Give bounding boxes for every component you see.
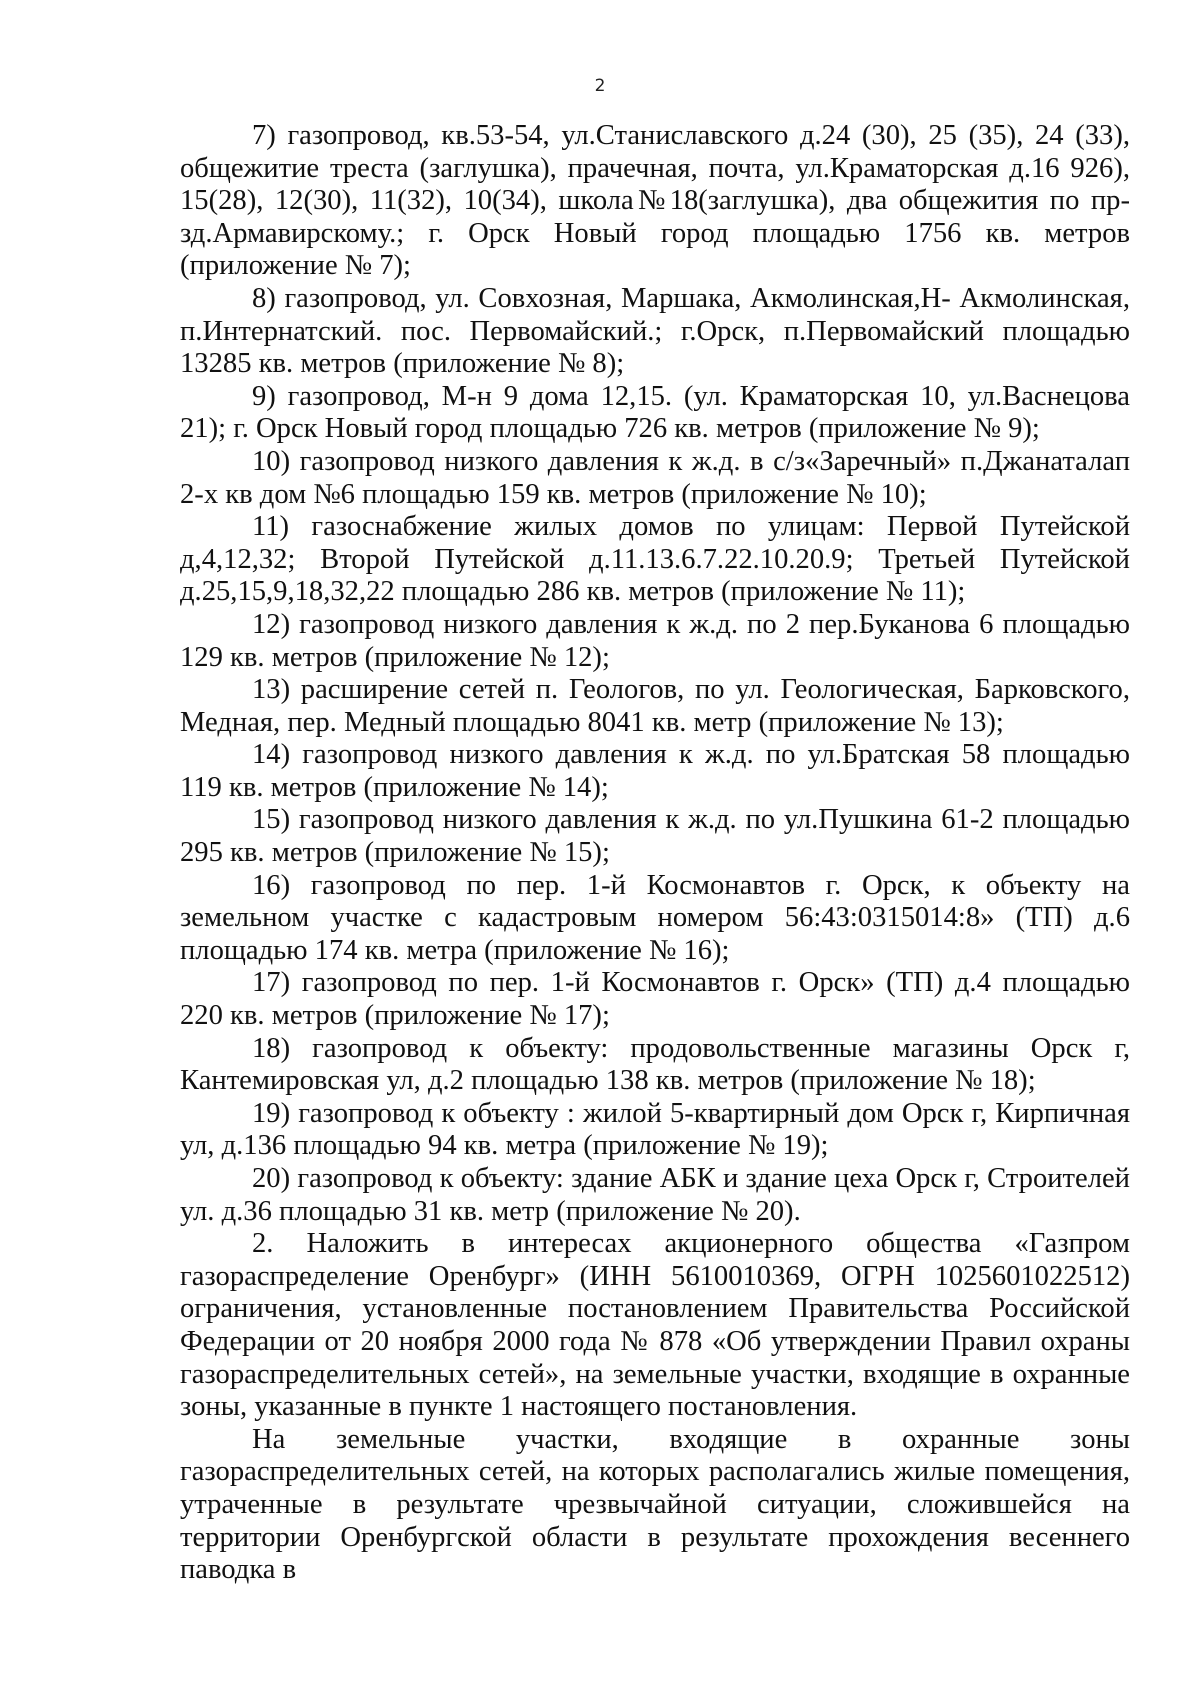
list-item-9: 9) газопровод, М-н 9 дома 12,15. (ул. Краматорская 10, ул.Васнецова 21); г. Орск Новый город площадью 726 кв. метров (приложение № 9); bbox=[180, 380, 1130, 445]
section-2-paragraph: 2. Наложить в интересах акционерного общества «Газпром газораспределение Оренбург» (ИНН 5610010369, ОГРН 1025601022512) ограничения, установленные постановлением Правительства Российской Федерации от 20 ноября 2000 года № 878 «Об утверждении Правил охраны газораспределительных сетей», на земельные участки, входящие в охранные зоны, указанные в пункте 1 настоящего постановления. bbox=[180, 1228, 1130, 1423]
page-number: 2 bbox=[594, 76, 606, 96]
land-plots-paragraph: На земельные участки, входящие в охранные зоны газораспределительных сетей, на которых располагались жилые помещения, утраченные в результате чрезвычайной ситуации, сложившейся на территории Оренбургской области в результате прохождения весеннего паводка в bbox=[180, 1423, 1130, 1586]
list-item-15: 15) газопровод низкого давления к ж.д. по ул.Пушкина 61-2 площадью 295 кв. метров (приложение № 15); bbox=[180, 804, 1130, 869]
list-item-20: 20) газопровод к объекту: здание АБК и здание цеха Орск г, Строителей ул. д.36 площадью 31 кв. метр (приложение № 20). bbox=[180, 1163, 1130, 1227]
list-item-18: 18) газопровод к объекту: продовольственные магазины Орск г, Кантемировская ул, д.2 площадью 138 кв. метров (приложение № 18); bbox=[180, 1032, 1130, 1097]
list-item-7: 7) газопровод, кв.53-54, ул.Станиславского д.24 (30), 25 (35), 24 (33), общежитие треста (заглушка), прачечная, почта, ул.Краматорская д.16 926), 15(28), 12(30), 11(32), 10(34), школа№18(заглушка), два общежития по пр-зд.Армавирскому.; г. Орск Новый город площадью 1756 кв. метров (приложение № 7); bbox=[180, 120, 1130, 282]
list-item-12: 12) газопровод низкого давления к ж.д. по 2 пер.Буканова 6 площадью 129 кв. метров (приложение № 12); bbox=[180, 608, 1130, 673]
list-item-14: 14) газопровод низкого давления к ж.д. по ул.Братская 58 площадью 119 кв. метров (приложение № 14); bbox=[180, 739, 1130, 803]
list-item-19: 19) газопровод к объекту : жилой 5-квартирный дом Орск г, Кирпичная ул, д.136 площадью 94 кв. метра (приложение № 19); bbox=[180, 1097, 1130, 1162]
list-item-13: 13) расширение сетей п. Геологов, по ул. Геологическая, Барковского, Медная, пер. Медный площадью 8041 кв. метр (приложение № 13); bbox=[180, 674, 1130, 738]
list-item-16: 16) газопровод по пер. 1-й Космонавтов г. Орск, к объекту на земельном участке с кадастровым номером 56:43:0315014:8» (ТП) д.6 площадью 174 кв. метра (приложение № 16); bbox=[180, 869, 1130, 966]
list-item-17: 17) газопровод по пер. 1-й Космонавтов г. Орск» (ТП) д.4 площадью 220 кв. метров (приложение № 17); bbox=[180, 967, 1130, 1032]
list-item-10: 10) газопровод низкого давления к ж.д. в с/з«Заречный» п.Джанаталап 2-х кв дом №6 площадью 159 кв. метров (приложение № 10); bbox=[180, 445, 1130, 510]
list-item-8: 8) газопровод, ул. Совхозная, Маршака, Акмолинская,Н- Акмолинская, п.Интернатский. пос. Первомайский.; г.Орск, п.Первомайский площадью 13285 кв. метров (приложение № 8); bbox=[180, 282, 1130, 380]
document-body bbox=[180, 120, 1130, 1587]
list-item-11: 11) газоснабжение жилых домов по улицам: Первой Путейской д,4,12,32; Второй Путейской д.11.13.6.7.22.10.20.9; Третьей Путейской д.25,15,9,18,32,22 площадью 286 кв. метров (приложение № 11); bbox=[180, 511, 1130, 608]
